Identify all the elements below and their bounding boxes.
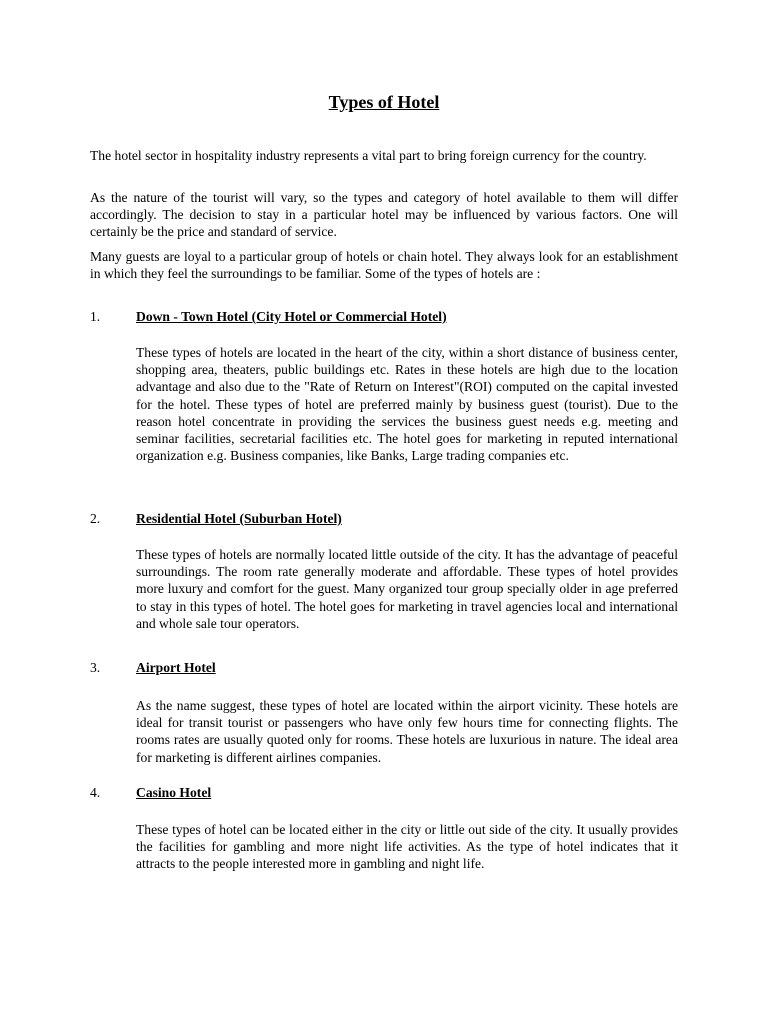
section-number-4: 4. (90, 785, 101, 800)
intro-paragraph-1: The hotel sector in hospitality industry represents a vital part to bring foreign currency for the country. (90, 148, 647, 163)
intro-paragraph-3: Many guests are loyal to a particular group of hotels or chain hotel. They always look for an establishment in which they feel the surroundings to be familiar. Some of the types of hotels are : (90, 249, 678, 282)
section-heading-4: Casino Hotel (136, 785, 212, 800)
section-body-2: These types of hotels are normally located little outside of the city. It has the advantage of peaceful surroundings. The room rate generally moderate and affordable. These types of hotel provides more luxury and comfort for the guest. Many organized tour group specially older in age preferred to stay in this types of hotel. The hotel goes for marketing in travel agencies local and international and whole sale tour operators. (136, 547, 678, 631)
section-heading-3: Airport Hotel (136, 660, 216, 675)
section-number-2: 2. (90, 511, 101, 526)
section-number-1: 1. (90, 309, 101, 324)
section-body-3: As the name suggest, these types of hotel are located within the airport vicinity. These hotels are ideal for transit tourist or passengers who have only few hours time for connecting flights. The rooms rates are usually quoted only for rooms. These hotels are luxurious in nature. The ideal area for marketing is different airlines companies. (136, 698, 678, 765)
section-body-1: These types of hotels are located in the heart of the city, within a short distance of business center, shopping area, theaters, public buildings etc. Rates in these hotels are high due to the location advantage and also due to the "Rate of Return on Interest"(ROI) computed on the capital invested for the hotel. These types of hotel are preferred mainly by business guest (tourist). Due to the reason hotel concentrate in providing the services the business guest needs e.g. meeting and seminar facilities, secretarial facilities etc. The hotel goes for marketing in reputed international organization e.g. Business companies, like Banks, Large trading companies etc. (136, 345, 678, 464)
intro-paragraph-2: As the nature of the tourist will vary, so the types and category of hotel available to them will differ accordingly. The decision to stay in a particular hotel may be influenced by various factors. One will certainly be the price and standard of service. (90, 190, 678, 240)
section-body-4: These types of hotel can be located either in the city or little out side of the city. It usually provides the facilities for gambling and more night life activities. As the type of hotel indicates that it attracts to the people interested more in gambling and night life. (136, 822, 678, 872)
section-heading-1: Down - Town Hotel (City Hotel or Commercial Hotel) (136, 309, 447, 324)
page-title: Types of Hotel (328, 92, 440, 112)
section-number-3: 3. (90, 660, 101, 675)
section-heading-2: Residential Hotel (Suburban Hotel) (136, 511, 342, 526)
